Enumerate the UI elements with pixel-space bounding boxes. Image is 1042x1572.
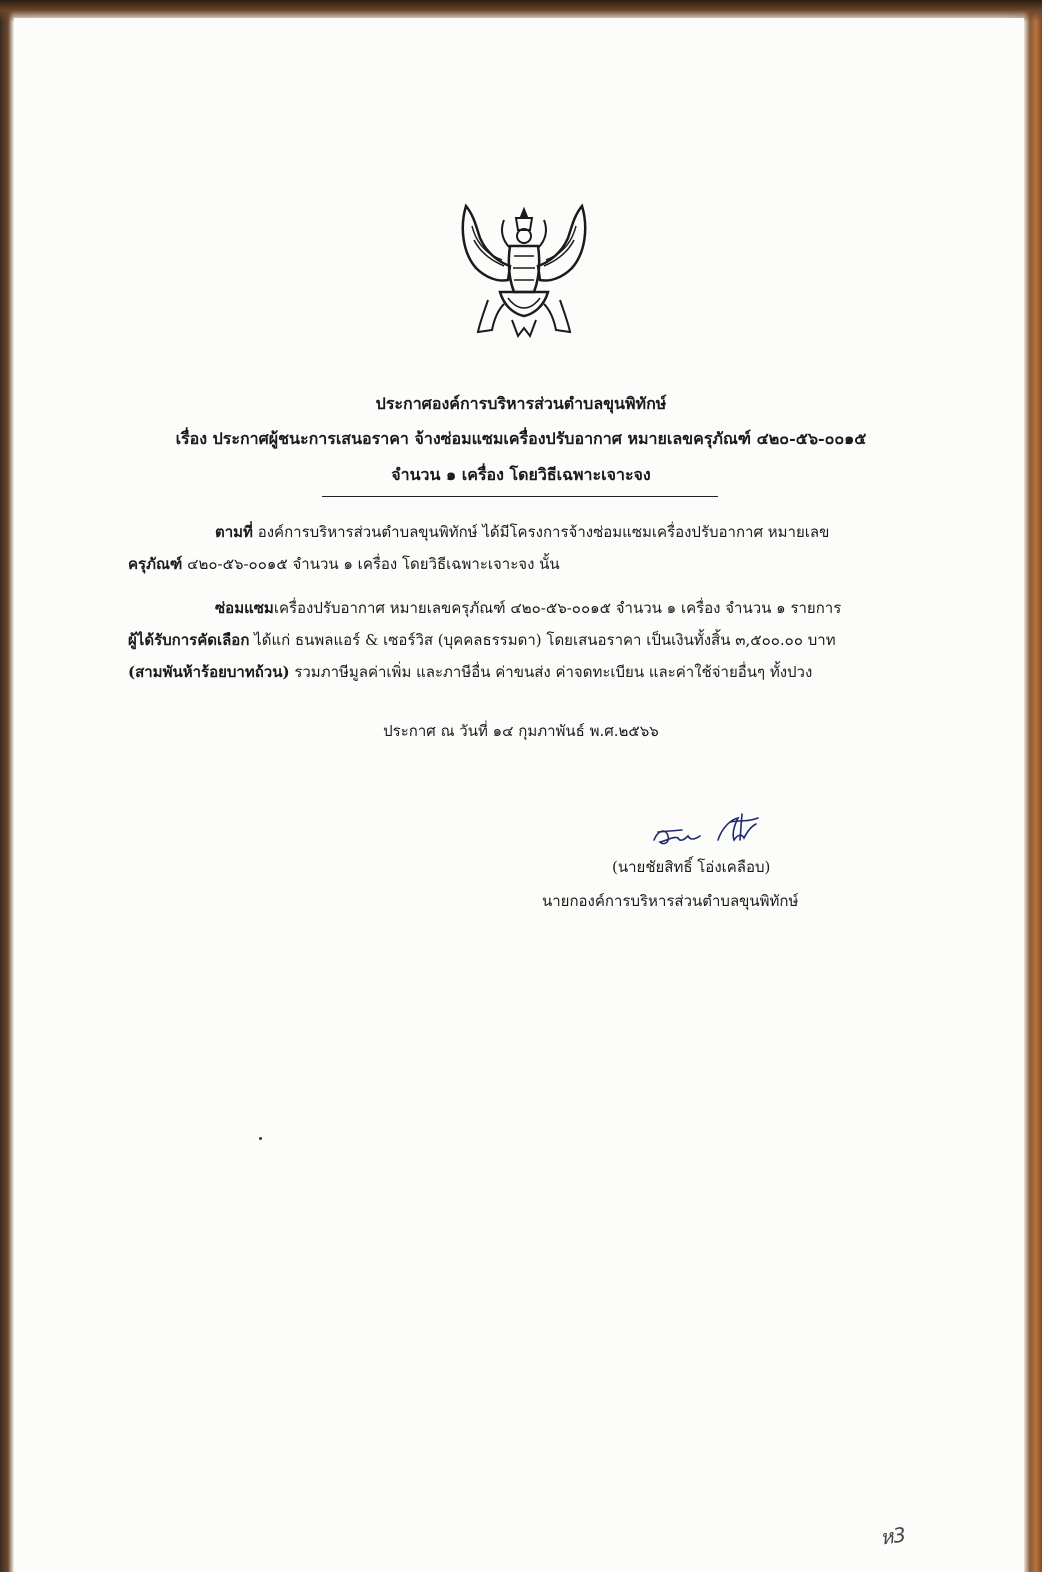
paragraph-1-lead: ตามที่ xyxy=(215,523,253,541)
selected-vendor-text: ได้แก่ ธนพลแอร์ & เซอร์วิส (บุคคลธรรมดา) โดยเสนอราคา เป็นเงินทั้งสิ้น ๓,๕๐๐.๐๐ บาท xyxy=(249,631,836,649)
paragraph-2-line-3 xyxy=(128,660,812,684)
scan-speck xyxy=(259,1137,262,1140)
announcement-subject-continued: จำนวน ๑ เครื่อง โดยวิธีเฉพาะเจาะจง xyxy=(391,465,651,484)
paragraph-2-line-1 xyxy=(215,596,841,620)
paragraph-1-line-2-lead: ครุภัณฑ์ xyxy=(128,555,183,573)
announcement-subject: เรื่อง ประกาศผู้ชนะการเสนอราคา จ้างซ่อมแซมเครื่องปรับอากาศ หมายเลขครุภัณฑ์ ๔๒๐-๕๖-๐๐๑๕ xyxy=(175,429,867,448)
paragraph-1-line-1 xyxy=(215,520,829,544)
paragraph-2-lead: ซ่อมแซม xyxy=(215,599,274,617)
handwritten-signature xyxy=(648,810,768,852)
signatory-name: (นายชัยสิทธิ์ โอ่งเคลือบ) xyxy=(612,858,771,876)
paragraph-2-line-2 xyxy=(128,628,836,652)
announcement-org-title: ประกาศองค์การบริหารส่วนตำบลขุนพิทักษ์ xyxy=(375,394,667,413)
amount-in-words: (สามพันห้าร้อยบาทถ้วน) xyxy=(128,663,290,681)
selected-vendor-label: ผู้ได้รับการคัดเลือก xyxy=(128,631,250,649)
amount-terms-text: รวมภาษีมูลค่าเพิ่ม และภาษีอื่น ค่าขนส่ง ค่าจดทะเบียน และค่าใช้จ่ายอื่นๆ ทั้งปวง xyxy=(289,663,813,681)
handwritten-page-mark: ห3 xyxy=(878,1522,908,1550)
header-divider xyxy=(322,496,718,497)
announcement-date: ประกาศ ณ วันที่ ๑๔ กุมภาพันธ์ พ.ศ.๒๕๖๖ xyxy=(383,722,659,740)
paragraph-1-line-2 xyxy=(128,552,560,576)
paragraph-1-text: องค์การบริหารส่วนตำบลขุนพิทักษ์ ได้มีโครงการจ้างซ่อมแซมเครื่องปรับอากาศ หมายเลข xyxy=(252,523,830,541)
garuda-emblem xyxy=(458,196,590,342)
paragraph-1-line-2-text: ๔๒๐-๕๖-๐๐๑๕ จำนวน ๑ เครื่อง โดยวิธีเฉพาะเจาะจง นั้น xyxy=(182,555,560,573)
signatory-title: นายกองค์การบริหารส่วนตำบลขุนพิทักษ์ xyxy=(542,892,799,910)
paragraph-2-text: เครื่องปรับอากาศ หมายเลขครุภัณฑ์ ๔๒๐-๕๖-๐๐๑๕ จำนวน ๑ เครื่อง จำนวน ๑ รายการ xyxy=(273,599,842,617)
